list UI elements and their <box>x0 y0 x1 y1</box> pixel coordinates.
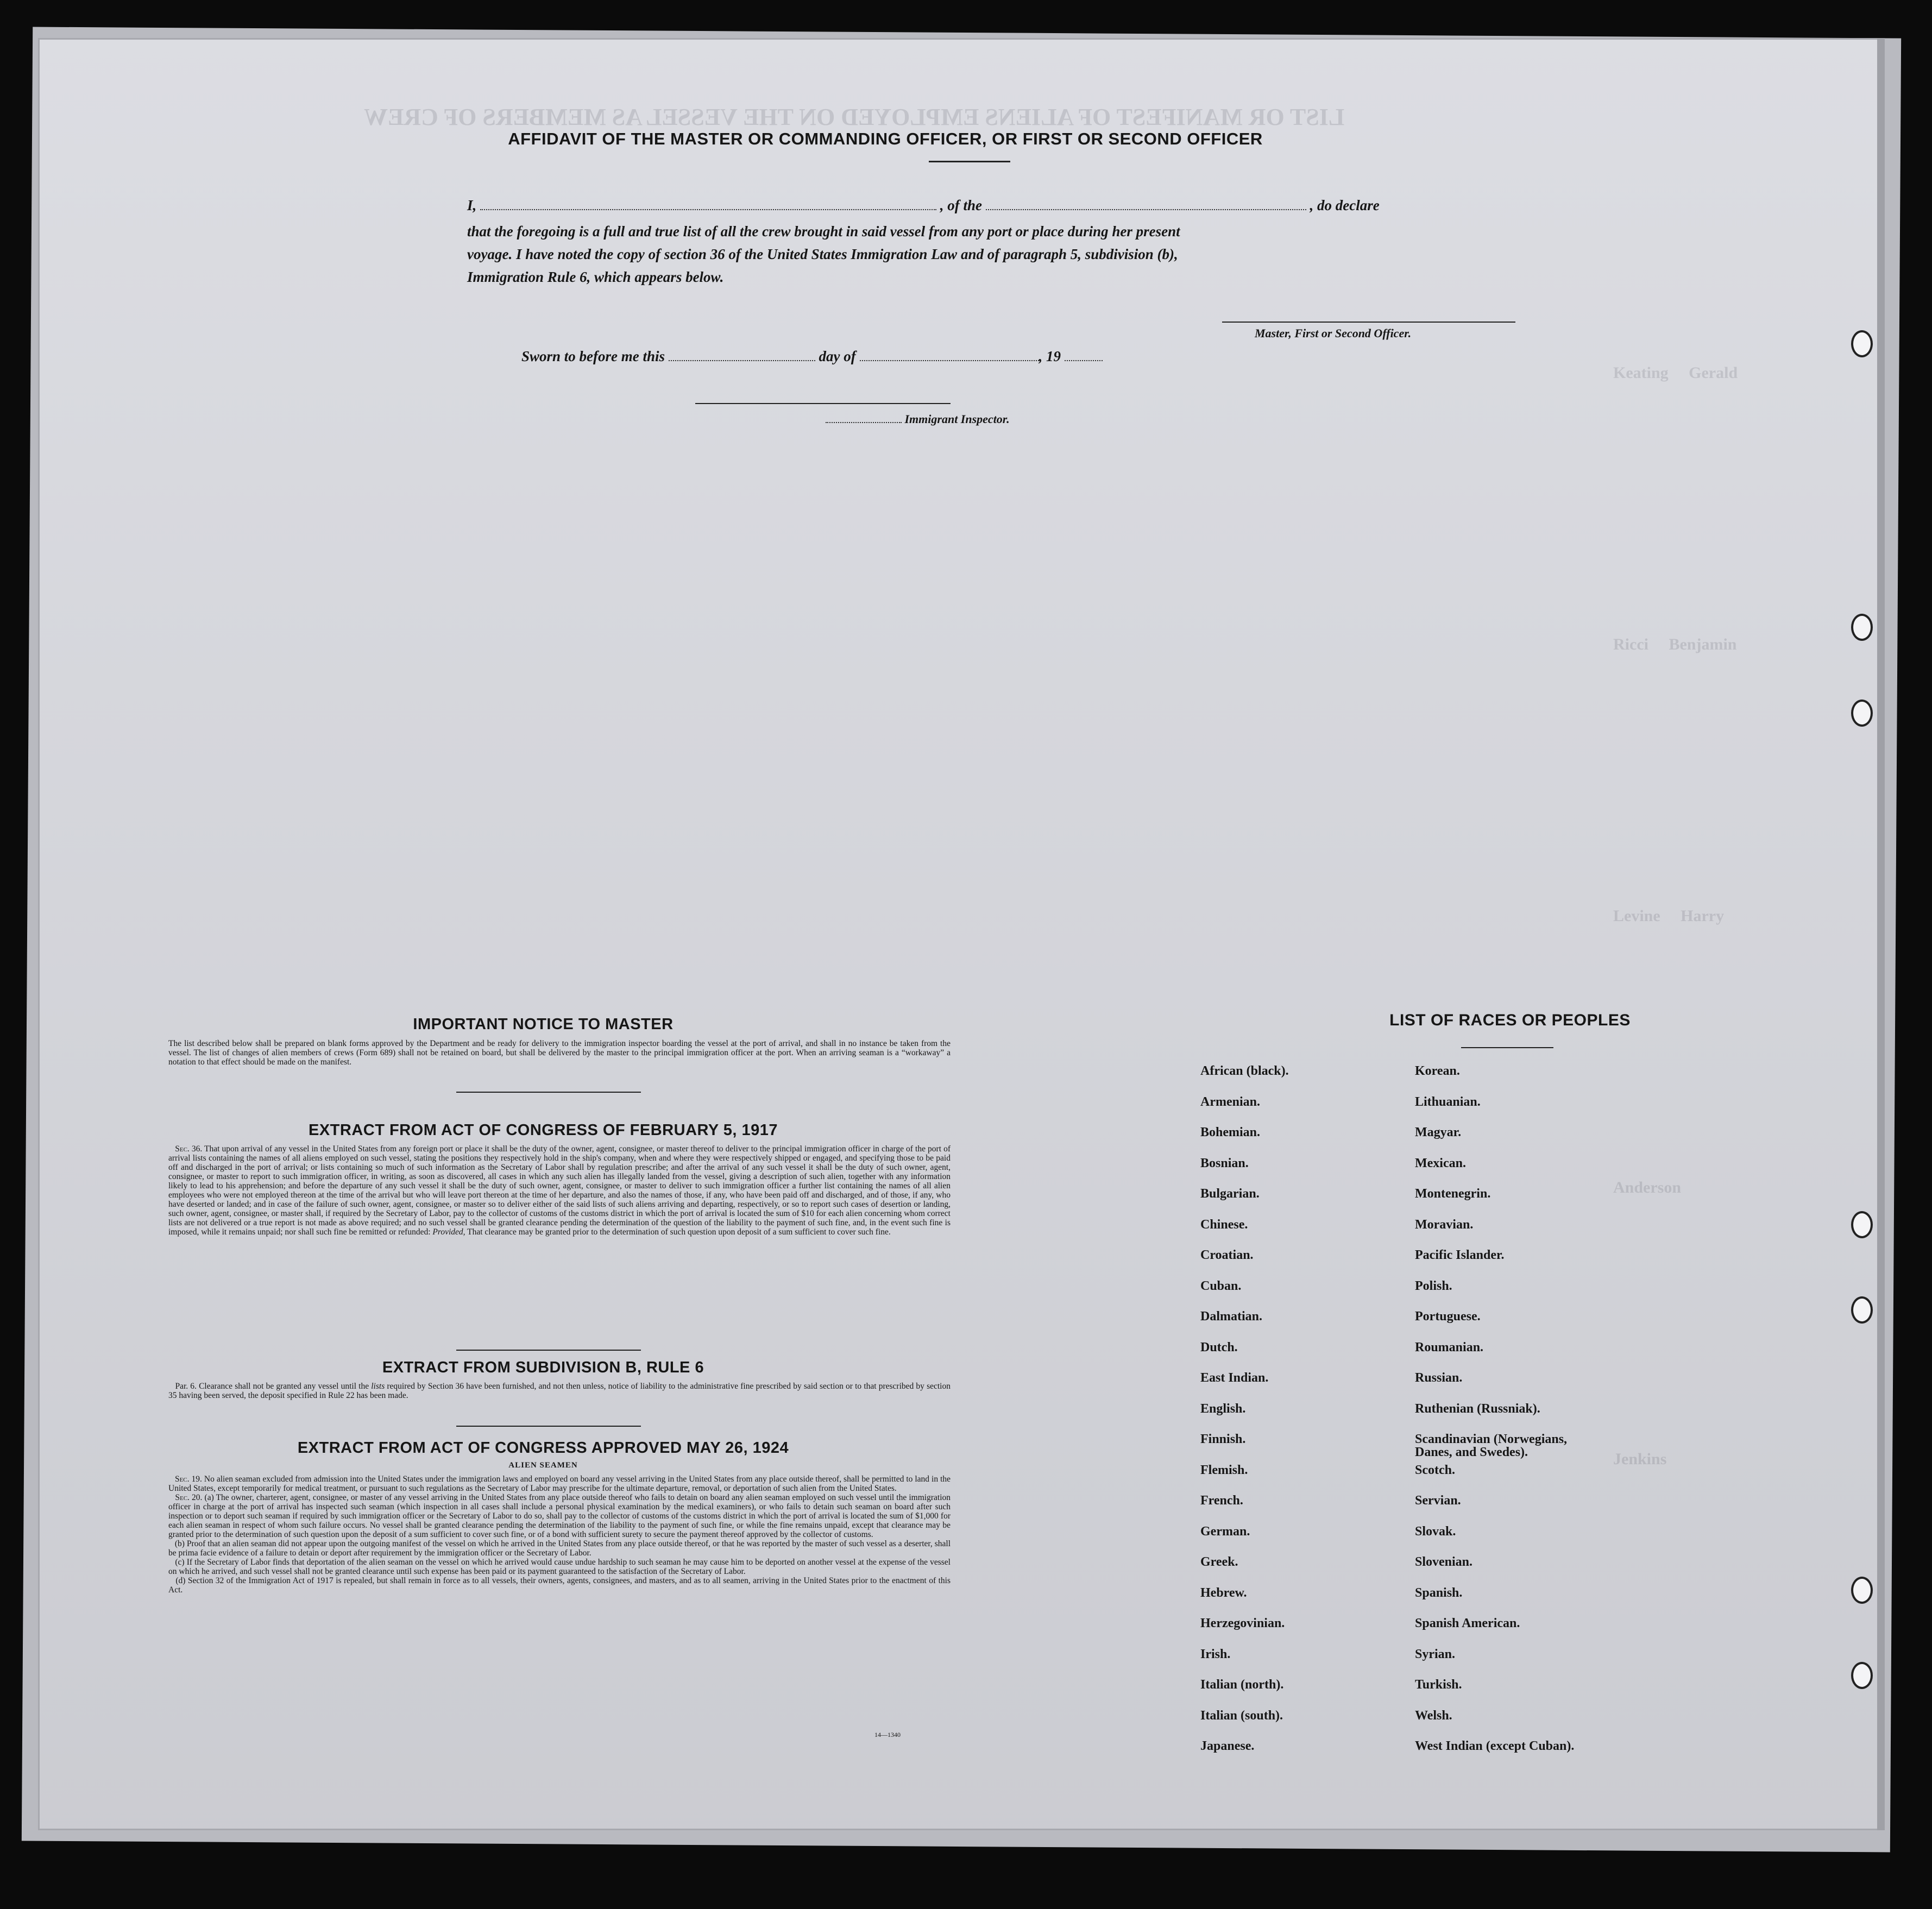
rule6-text-pre: Clearance shall not be granted any vessel until the <box>199 1382 372 1391</box>
sec-36-tail: That clearance may be granted prior to the determination of such question upon deposit of a sum sufficient to cover such fine. <box>465 1227 891 1237</box>
extract-1917-title: EXTRACT FROM ACT OF CONGRESS OF FEBRUARY 5, 1917 <box>308 1122 778 1139</box>
year-prefix-label: , 19 <box>1039 348 1061 364</box>
race-item: Greek. <box>1200 1555 1238 1569</box>
race-item: Armenian. <box>1200 1094 1260 1109</box>
race-item: Chinese. <box>1200 1217 1248 1232</box>
sworn-month-field[interactable] <box>860 360 1039 361</box>
binder-hole <box>1851 1662 1873 1689</box>
intro-i-label: I, <box>467 197 477 213</box>
sec-20b-paragraph <box>168 1539 951 1558</box>
race-item: Slovenian. <box>1415 1555 1473 1569</box>
affidavit-title: AFFIDAVIT OF THE MASTER OR COMMANDING OFFICER, OR FIRST OR SECOND OFFICER <box>508 129 1263 148</box>
binder-hole <box>1851 700 1873 727</box>
sworn-line <box>521 346 1282 366</box>
race-item: Croatian. <box>1200 1248 1254 1262</box>
inspector-signature-line[interactable] <box>695 403 951 404</box>
race-item: German. <box>1200 1524 1250 1539</box>
race-item: African (black). <box>1200 1064 1289 1078</box>
vessel-name-field[interactable] <box>986 209 1306 210</box>
extract-1924-body <box>168 1475 951 1595</box>
race-item: Irish. <box>1200 1647 1231 1661</box>
form-number: 14—1340 <box>874 1731 901 1738</box>
inspector-dots <box>826 422 902 423</box>
notice-body: The list described below shall be prepared on blank forms approved by the Department and be ready for delivery to the immigration inspector boarding the vessel at the port of arrival, and shall in no instance be taken from the vessel. The list of changes of alien members of crews (Form 689) shall not be retained on board, but shall be delivered by the master to the principal immigration officer at the port. When an arriving seaman is a “workaway” a notation to that effect should be made on the manifest. <box>168 1039 951 1067</box>
races-column-2 <box>1415 1064 1574 1771</box>
day-of-label: day of <box>819 348 856 364</box>
race-item: West Indian (except Cuban). <box>1415 1739 1575 1753</box>
race-item: Mexican. <box>1415 1156 1466 1170</box>
race-item: Scandinavian (Norwegians, Danes, and Swedes). <box>1415 1432 1568 1459</box>
sec-36-text: That upon arrival of any vessel in the United States from any foreign port or place it shall be the duty of the owner, agent, consignee, or master thereof to deliver to the principal immigration officer in charge of the port of arrival lists containing the names of all aliens employed on such vessel, stating the positions they respectively hold in the ship's company, when and where they were respectively shipped or engaged, and specifying those to be paid off and discharged in the port of arrival; or lists containing so much of such information as the Secretary of Labor shall by regulation prescribe; and after the arrival of any such vessel it shall be the duty of such owner, agent, consignee, or master to report to such immigration officer, in writing, as soon as discovered, all cases in which any such alien has illegally landed from the vessel, giving a description of such alien, together with any information likely to lead to his apprehension; and before the departure of any such vessel it shall be the duty of such owner, agent, consignee, or master to deliver to such immigration officer a further list containing the names of all alien employees who were not employed thereon at the time of the arrival but who will leave port thereon at the time of her departure, and also the names of those, if any, who have been paid off and discharged, and of those, if any, who have deserted or landed; and in case of the failure of such owner, agent, consignee, or master so to deliver either of the said lists of such aliens arriving and departing, respectively, or so to report such cases of desertion or landing, such owner, agent, consignee, or master shall, if required by the Secretary of Labor, pay to the collector of customs of the customs district in which the port of arrival is located the sum of $10 for each alien concerning whom correct lists are not delivered or a true report is not made as above required; and no such vessel shall be granted clearance pending the determination of the question of the liability to the payment of such fine, and, in the event such fine is imposed, while it remains unpaid; nor shall such fine be remitted or refunded: <box>168 1144 951 1237</box>
provided-word: Provided, <box>432 1227 465 1237</box>
manifest-page <box>38 38 1885 1830</box>
race-item: Lithuanian. <box>1415 1094 1481 1109</box>
notice-title: IMPORTANT NOTICE TO MASTER <box>413 1016 674 1033</box>
race-item: East Indian. <box>1200 1371 1269 1385</box>
do-declare-label: , do declare <box>1310 197 1380 213</box>
race-item: Polish. <box>1415 1278 1452 1293</box>
race-item: English. <box>1200 1401 1246 1416</box>
sworn-prefix-label: Sworn to before me this <box>521 348 665 364</box>
master-signature-line[interactable] <box>1222 322 1515 323</box>
race-item: Italian (south). <box>1200 1708 1283 1723</box>
sec-20a-text: (a) The owner, charterer, agent, consignee, or master of any vessel arriving in the United States from any place outside thereof who fails to detain on board any alien seaman employed on such vessel until the immigration officer in charge at the port of arrival has inspected such seaman (which inspection in all cases shall include a personal physical examination by the medical examiners), or who fails to detain such seaman on board after such inspection or to deport such seaman if required by such immigration officer or the Secretary of Labor to do so, shall pay to the collector of customs of the customs district in which the port of arrival is located the sum of $1,000 for each alien seaman in respect of whom such failure occurs. No vessel shall be granted clearance pending the determination of the liability to the payment of such fine, or while the fine remains unpaid, except that clearance may be granted prior to the determination of such question upon the deposit of a sum sufficient to cover such fine, or of a bond with sufficient surety to secure the payment thereof approved by the collector of customs. <box>168 1493 951 1539</box>
lists-word: lists <box>371 1382 385 1391</box>
race-item: Hebrew. <box>1200 1585 1247 1600</box>
race-item: Slovak. <box>1415 1524 1456 1539</box>
sec-19-paragraph <box>168 1475 951 1493</box>
race-item: Italian (north). <box>1200 1678 1284 1692</box>
sec-20-label: Sec. 20. <box>175 1493 203 1502</box>
race-item: Flemish. <box>1200 1463 1248 1477</box>
bleed-through-text: Anderson <box>1613 1179 1682 1196</box>
binder-hole <box>1851 330 1873 357</box>
race-item: French. <box>1200 1494 1243 1508</box>
sec-20d-text: (d) Section 32 of the Immigration Act of 1917 is repealed, but shall remain in force as to all vessels, their owners, agents, consignees, and masters, and as to all seamen, arriving in the United States prior to the enactment of this Act. <box>168 1576 951 1595</box>
section-divider <box>456 1350 641 1351</box>
binder-hole <box>1851 1577 1873 1604</box>
race-item: Russian. <box>1415 1371 1463 1385</box>
extract-1917-body <box>168 1144 951 1237</box>
sec-36-label: Sec. 36. <box>175 1144 203 1154</box>
bleed-through-text: Jenkins <box>1613 1450 1667 1468</box>
race-item: Magyar. <box>1415 1125 1462 1139</box>
extract-1924-title: EXTRACT FROM ACT OF CONGRESS APPROVED MAY 26, 1924 <box>297 1439 789 1457</box>
races-column-1 <box>1200 1064 1289 1771</box>
races-title: LIST OF RACES OR PEOPLES <box>1389 1011 1631 1029</box>
sec-20a-paragraph <box>168 1493 951 1539</box>
race-item: Korean. <box>1415 1064 1460 1078</box>
binder-hole <box>1851 614 1873 641</box>
race-item: Cuban. <box>1200 1278 1242 1293</box>
race-item: Bosnian. <box>1200 1156 1249 1170</box>
title-divider <box>929 161 1010 162</box>
race-item: Roumanian. <box>1415 1340 1484 1354</box>
race-item: Welsh. <box>1415 1708 1452 1723</box>
race-item: Bulgarian. <box>1200 1187 1260 1201</box>
race-item: Scotch. <box>1415 1463 1455 1477</box>
extract-rule6-title: EXTRACT FROM SUBDIVISION B, RULE 6 <box>382 1359 704 1376</box>
sec-19-label: Sec. 19. <box>174 1475 202 1484</box>
alien-seamen-subtitle: ALIEN SEAMEN <box>508 1461 578 1470</box>
sworn-year-field[interactable] <box>1065 360 1103 361</box>
race-item: Ruthenian (Russniak). <box>1415 1401 1540 1416</box>
declaration-line: that the foregoing is a full and true list of all the crew brought in said vessel from any port or place during her present <box>467 223 1180 240</box>
bleed-through-text: Keating Gerald <box>1613 364 1738 382</box>
sec-20c-text: (c) If the Secretary of Labor finds that deportation of the alien seaman on the vessel on which he arrived would cause undue hardship to such seaman he may cause him to be deported on another vessel at the expense of the vessel on which he arrived, and such vessel shall not be granted clearance until such expense has been paid or its payment guaranteed to the satisfaction of the Secretary of Labor. <box>168 1558 951 1576</box>
race-item: Japanese. <box>1200 1739 1255 1753</box>
race-item: Montenegrin. <box>1415 1187 1491 1201</box>
binder-hole <box>1851 1211 1873 1238</box>
sec-20d-paragraph <box>168 1576 951 1595</box>
race-item: Spanish. <box>1415 1585 1463 1600</box>
race-item: Turkish. <box>1415 1678 1462 1692</box>
race-item: Bohemian. <box>1200 1125 1261 1139</box>
extract-rule6-body <box>168 1382 951 1400</box>
sec-20c-paragraph <box>168 1558 951 1576</box>
affidavit-declarant-line <box>467 196 1548 215</box>
master-signature-label: Master, First or Second Officer. <box>1255 326 1412 340</box>
race-item: Herzegovinian. <box>1200 1616 1285 1630</box>
races-title-divider <box>1461 1047 1553 1048</box>
race-item: Dutch. <box>1200 1340 1238 1354</box>
inspector-label: Immigrant Inspector. <box>904 412 1010 426</box>
declarant-name-field[interactable] <box>480 209 936 210</box>
par-6-label: Par. 6. <box>175 1382 197 1391</box>
binder-hole <box>1851 1296 1873 1324</box>
bleed-through-text: Ricci Benjamin <box>1613 635 1737 653</box>
bleed-through-text: LIST OR MANIFEST OF ALIENS EMPLOYED ON THE VESSEL AS MEMBERS OF CREW <box>364 104 1345 130</box>
rule6-text-post: required by Section 36 have been furnished, and not then unless, notice of liability to the administrative fine prescribed by said section or to that prescribed by section 35 having been served, the deposit specified in Rule 22 has been made. <box>168 1382 951 1400</box>
of-the-label: , of the <box>940 197 983 213</box>
race-item: Servian. <box>1415 1494 1461 1508</box>
inspector-line <box>826 409 1010 429</box>
sec-19-text: No alien seaman excluded from admission into the United States under the immigration laws and employed on board any vessel arriving in the United States from any place outside thereof, shall be permitted to land in the United States, except temporarily for medical treatment, or pursuant to such regulations as the Secretary of Labor may prescribe for the ultimate departure, removal, or deportation of such alien from the United States. <box>168 1475 951 1493</box>
race-item: Spanish American. <box>1415 1616 1520 1630</box>
race-item: Finnish. <box>1200 1432 1246 1446</box>
bleed-through-text: Levine Harry <box>1613 907 1725 925</box>
race-item: Syrian. <box>1415 1647 1456 1661</box>
declaration-line: voyage. I have noted the copy of section 36 of the United States Immigration Law and of paragraph 5, subdivision (b), <box>467 246 1178 262</box>
sworn-day-field[interactable] <box>669 360 815 361</box>
section-divider <box>456 1092 641 1093</box>
race-item: Dalmatian. <box>1200 1309 1262 1324</box>
race-item: Portuguese. <box>1415 1309 1481 1324</box>
sec-20b-text: (b) Proof that an alien seaman did not appear upon the outgoing manifest of the vessel on which he arrived in the United States from any place outside thereof, or that he was reported by the master of such vessel as a deserter, shall be prima facie evidence of a failure to detain or deport after requirement by the immigration officer or the Secretary of Labor. <box>168 1539 951 1558</box>
right-binding-edge <box>1877 38 1885 1830</box>
declaration-line: Immigration Rule 6, which appears below. <box>467 269 724 285</box>
race-item: Moravian. <box>1415 1217 1474 1232</box>
race-item: Pacific Islander. <box>1415 1248 1505 1262</box>
section-divider <box>456 1426 641 1427</box>
